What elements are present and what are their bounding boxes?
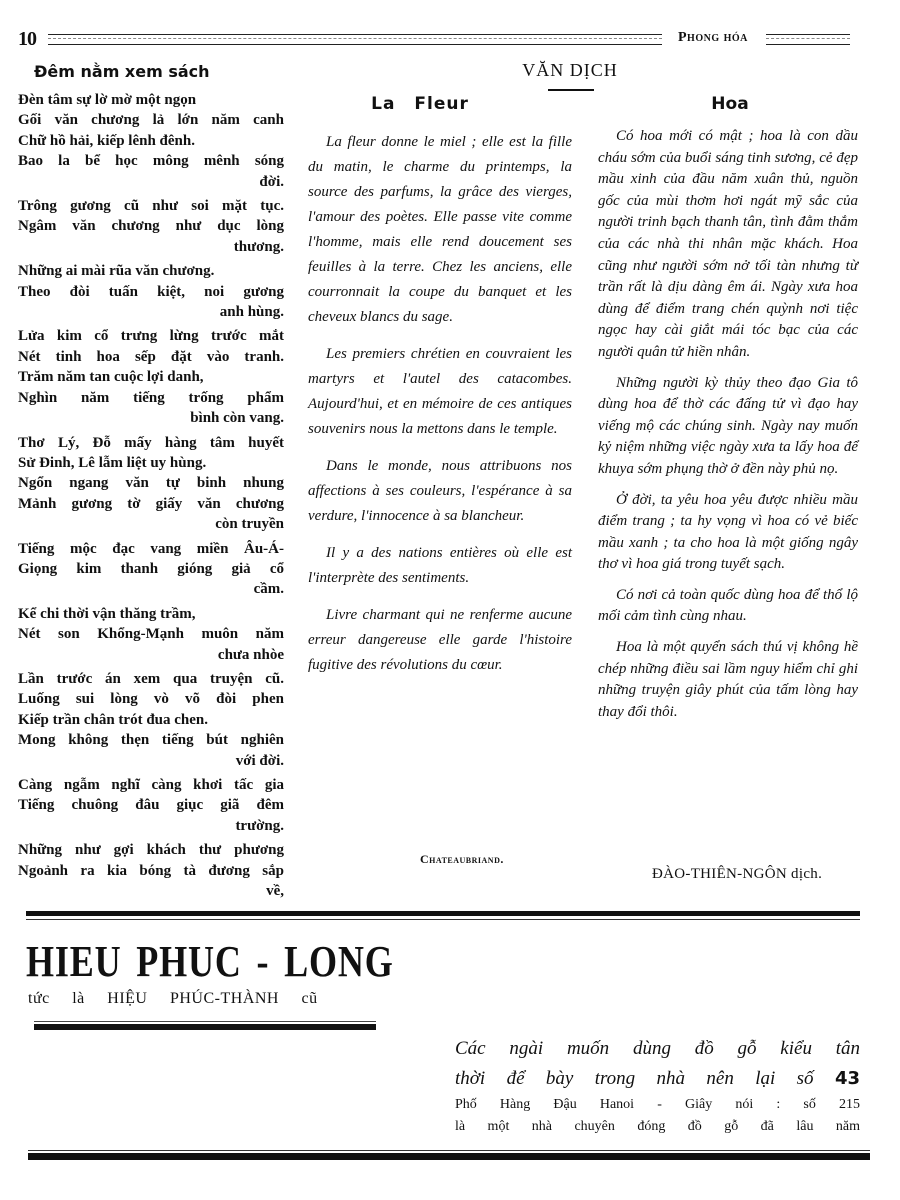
poem-line-continuation: trường. xyxy=(235,817,284,834)
vietnamese-paragraph: Ở đời, ta yêu hoa yêu được nhiều mầu điểm trang ; ta hy vọng vì hoa có vẻ biếc mầu xanh ; ta cho hoa là một giống ngây thơ vì hoa giá trong tuyết sạch. xyxy=(598,491,858,573)
poem-line: Tiếng chuông đâu giục giã đêm xyxy=(18,797,284,814)
poem-line: Luống sui lòng vò võ đòi phen xyxy=(18,691,284,708)
poem-line: Theo đòi tuấn kiệt, noi gương xyxy=(18,283,284,300)
vietnamese-body xyxy=(598,126,858,732)
ad-top-rule xyxy=(26,911,860,916)
poem-line: Bao la bể học mông mênh sóng xyxy=(18,153,284,170)
poem-line: Tiếng mộc đạc vang miền Âu-Á- xyxy=(18,540,284,557)
page-number: 10 xyxy=(18,28,36,50)
poem-line-continuation: thương. xyxy=(233,238,284,255)
ad-house-number: 43 xyxy=(834,1068,861,1089)
section-title: VĂN DỊCH xyxy=(522,60,618,80)
french-paragraph: Livre charmant qui ne renferme aucune erreur dangereuse elle garde l'histoire fugitive des révolutions du cœur. xyxy=(308,607,572,673)
ad-copy-line: thời để bày trong nhà nên lại số xyxy=(455,1068,814,1089)
poem-line-continuation: bình còn vang. xyxy=(190,410,284,427)
ad-middle-rule xyxy=(34,1024,376,1030)
vietnamese-paragraph: Có hoa mới có mật ; hoa là con dầu cháu sớm của buổi sáng tinh sương, cẻ đẹp mầu xinh của đầu năm xuân thủ, nguồn gốc của mùi thơm hơi ngát mỹ sắc của người trinh bạch thanh tân, tình đằm thắm của các nhà thi nhân mặc khách. Hoa cũng như người sớm nở tối tàn nhưng từ trần rất là dịu dàng êm ái. Ngày xưa hoa dùng để điểm trang chén quỳnh nơi tiệc ngọc hay cài giắt mái tóc bạc của các người quân tử hiền nhân. xyxy=(598,128,858,360)
ad-bottom-rule xyxy=(28,1153,870,1160)
publication-name: Phong hóa xyxy=(678,30,748,45)
french-paragraph: Dans le monde, nous attribuons nos affections à ses couleurs, l'espérance à sa verdure, l'innocence à sa blancheur. xyxy=(308,458,572,524)
poem-line: Trăm năm tan cuộc lợi danh, xyxy=(18,369,204,386)
poem-line: Sử Đinh, Lê lẫm liệt uy hùng. xyxy=(18,454,207,471)
poem-line: Giọng kim thanh gióng giả cổ xyxy=(18,560,284,577)
header-rule-right xyxy=(766,34,850,45)
poem-line: Gối văn chương lả lớn năm canh xyxy=(18,112,284,129)
poem-line-continuation: anh hùng. xyxy=(219,304,284,321)
poem-line-continuation: đời. xyxy=(259,173,284,190)
ad-copy-line: Các ngài muốn dùng đồ gỗ kiểu tân xyxy=(455,1038,860,1059)
poem-line-continuation: chưa nhòe xyxy=(217,646,284,663)
french-paragraph: Il y a des nations entières où elle est l'interprète des sentiments. xyxy=(308,545,572,586)
french-paragraph: La fleur donne le miel ; elle est la fille du matin, le charme du printemps, la source des parfums, la grâce des vierges, l'amour des poètes. Elle passe vite comme l'homme, mais elle rend doucement ses feuilles à la terre. Chez les anciens, elle courronnait la coupe du banquet et les cheveux blancs du sage. xyxy=(308,134,572,325)
french-body xyxy=(308,130,572,690)
vietnamese-paragraph: Những người kỳ thủy theo đạo Gia tô dùng hoa để thờ các đấng tử vì đạo hay viếng mộ các chúng sinh. Ngày nay muốn kỷ niệm những việc ngày xưa ta lấy hoa để khuya sớm phụng thờ ở đền này phủ nọ. xyxy=(598,374,858,477)
poem-line-continuation: với đời. xyxy=(235,752,284,769)
poem-line: Nghìn năm tiếng trống phẩm xyxy=(18,389,284,406)
ad-address: Phố Hàng Đậu Hanoi - Giây nói : số 215 xyxy=(455,1097,860,1112)
french-title: La Fleur xyxy=(371,94,469,114)
poem-line-continuation: còn truyền xyxy=(215,516,284,533)
poem-line: Ngổn ngang văn tự binh nhung xyxy=(18,475,284,492)
section-title-rule xyxy=(548,89,594,91)
poem-line: Những như gợi khách thư phương xyxy=(18,842,284,859)
poem-line: Đèn tâm sự lờ mờ một ngọn xyxy=(18,92,197,108)
poem-line: Kiếp trần chân trót đua chen. xyxy=(18,711,209,728)
poem-line: Nét tinh hoa sếp đặt vào tranh. xyxy=(18,348,284,365)
ad-bottom-rule-thin xyxy=(28,1150,870,1151)
stanza-gap xyxy=(18,901,284,905)
french-paragraph: Les premiers chrétien en couvraient les martyrs et l'autel des catacombes. Aujourd'hui, et en mémoire de ces antiques souvenirs nous la mettons dans le temple. xyxy=(308,346,572,437)
poem-line: Lửa kim cổ trưng lừng trước mắt xyxy=(18,328,284,345)
header-rule-left xyxy=(48,34,662,45)
poem-line: Thơ Lý, Đỗ mấy hàng tâm huyết xyxy=(18,434,284,451)
ad-top-rule-thin xyxy=(26,919,860,920)
vietnamese-paragraph: Hoa là một quyển sách thú vị không hề chép những điều sai lầm nguy hiểm chỉ ghi những truyện giây phút của tấm lòng hay thay đổi thôi. xyxy=(598,639,858,720)
ad-tagline: là một nhà chuyên đóng đồ gỗ đã lâu năm xyxy=(455,1119,860,1134)
poem-line-continuation: cầm. xyxy=(253,581,284,598)
poem-line: Mong không thẹn tiếng bút nghiên xyxy=(18,732,284,749)
poem-line: Nét son Khổng-Mạnh muôn năm xyxy=(18,626,284,643)
poem-line: Trông gương cũ như soi mặt tục. xyxy=(18,198,284,215)
french-author: Chateaubriand. xyxy=(420,852,504,866)
poem-line: Ngoảnh ra kia bóng tà đương sắp xyxy=(18,862,284,879)
ad-brand-name: HIEU PHUC - LONG xyxy=(26,937,394,986)
poem-body xyxy=(18,90,284,905)
poem-line: Chữ hồ hải, kiếp lênh đênh. xyxy=(18,132,195,149)
ad-copy-line-with-number xyxy=(455,1064,860,1094)
poem-title: Đêm nằm xem sách xyxy=(34,62,210,81)
poem-line: Những ai mài rũa văn chương. xyxy=(18,263,215,280)
vietnamese-paragraph: Có nơi cả toàn quốc dùng hoa để thổ lộ mối cảm tình cùng nhau. xyxy=(598,586,858,625)
poem-line: Kể chi thời vận thăng trầm, xyxy=(18,605,196,622)
poem-line: Lần trước án xem qua truyện cũ. xyxy=(18,670,284,687)
ad-subtitle: tức là HIỆU PHÚC-THÀNH cũ xyxy=(28,990,318,1007)
ad-middle-rule-thin xyxy=(34,1021,376,1022)
ad-copy xyxy=(455,1034,860,1138)
translator-credit: ĐÀO-THIÊN-NGÔN dịch. xyxy=(652,866,823,882)
poem-line-continuation: về, xyxy=(266,883,284,900)
poem-line: Ngâm văn chương như dục lòng xyxy=(18,218,284,235)
poem-line: Mảnh gương tờ giấy văn chương xyxy=(18,495,284,512)
poem-line: Càng ngẫm nghĩ càng khơi tấc gia xyxy=(18,777,284,793)
vietnamese-title: Hoa xyxy=(711,94,749,114)
